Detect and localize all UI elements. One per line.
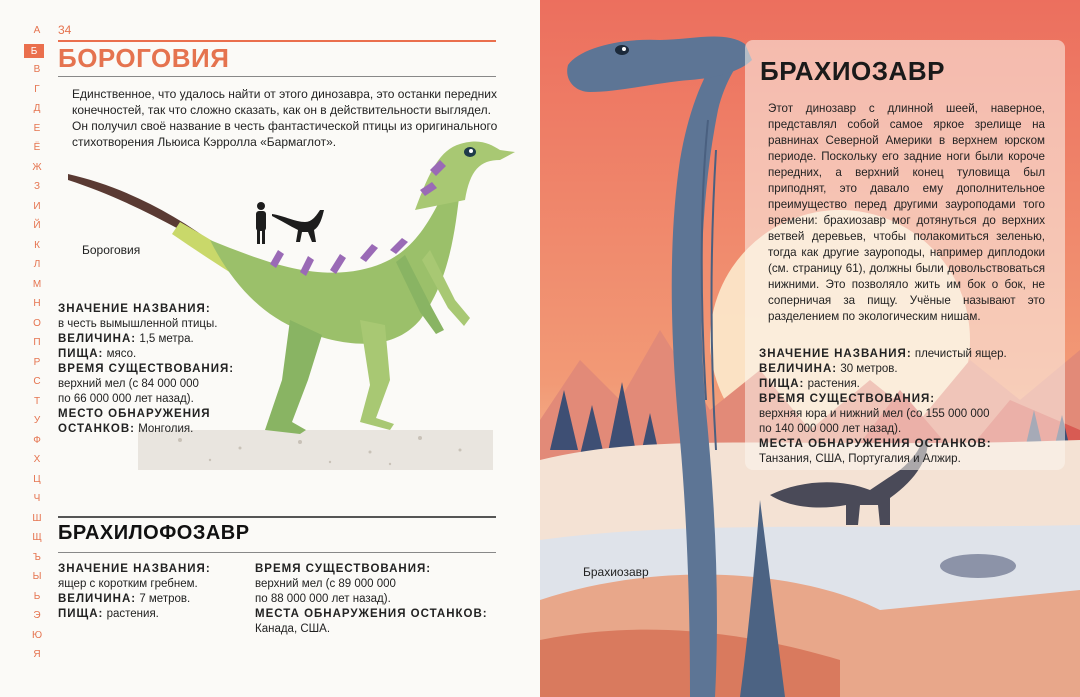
section-rule [58, 516, 496, 518]
alphabet-index [0, 0, 50, 697]
header-rule [58, 40, 496, 42]
borogovia-caption: Бороговия [82, 243, 141, 257]
alphabet-letter: Е [33, 122, 41, 134]
name-meaning-label: ЗНАЧЕНИЕ НАЗВАНИЯ: [759, 348, 912, 360]
alphabet-letter: Ё [33, 142, 41, 153]
brachiosaurus-eye [615, 45, 629, 55]
brachiosaurus-description: Этот динозавр с длинной шеей, наверное, представлял собой самое яркое зрелище на равнинах Северной Америки в верхнем юрском периоде. Поскольку его задние ноги были короче передних, а верхний конец туловища был приподнят, это давало ему дополнительное преимущество перед другими зауроподами того времени: брахиозавр мог дотянуться до верхних ветвей деревьев, чтобы полакомиться зеленью, тогда как другие зауроподы, например диплодоки (см. страницу 61), должны были довольствоваться нижними. Это позволяло жить им бок о бок, не соперничая за пищу. Учёные называют это разделением по экологическим нишам. [768, 102, 1045, 323]
page-number: 34 [58, 23, 72, 37]
alphabet-letter: Ъ [33, 551, 41, 563]
alphabet-letter: Ц [33, 473, 41, 485]
alphabet-letter: Б [30, 46, 38, 57]
alphabet-letter: Д [33, 103, 41, 114]
time-value-line1: верхняя юра и нижний мел (со 155 000 000 [759, 408, 990, 420]
food-label: ПИЩА: [58, 348, 104, 360]
food-label: ПИЩА: [58, 608, 104, 620]
food-label: ПИЩА: [759, 378, 805, 390]
alphabet-letter: Я [33, 649, 41, 660]
brachiosaurus-title: БРАХИОЗАВР [760, 56, 945, 86]
name-meaning-value: ящер с коротким гребнем. [58, 578, 198, 590]
name-meaning-label: ЗНАЧЕНИЕ НАЗВАНИЯ: [58, 303, 211, 315]
alphabet-letter: В [33, 64, 41, 75]
food-value: мясо. [106, 348, 137, 360]
time-label: ВРЕМЯ СУЩЕСТВОВАНИЯ: [255, 563, 432, 575]
alphabet-letter: П [33, 337, 41, 348]
brachiosaurus-facts [759, 347, 1059, 467]
time-value-line2: по 140 000 000 лет назад). [759, 423, 902, 435]
location-value: Канада, США. [255, 623, 331, 635]
alphabet-letter: Щ [32, 532, 42, 543]
dino-silhouette [272, 210, 324, 242]
size-value: 7 метров. [139, 593, 191, 605]
alphabet-letter: Ф [33, 434, 41, 446]
scale-silhouette [250, 200, 330, 246]
section-subrule [58, 552, 496, 553]
borogovia-title: БОРОГОВИЯ [58, 43, 230, 73]
time-label: ВРЕМЯ СУЩЕСТВОВАНИЯ: [58, 363, 235, 375]
time-value-line2: по 88 000 000 лет назад). [255, 593, 391, 605]
alphabet-letter: К [34, 239, 40, 251]
size-label: ВЕЛИЧИНА: [58, 333, 137, 345]
alphabet-letter: Л [33, 259, 41, 270]
alphabet-letter: Г [34, 83, 40, 95]
food-value: растения. [106, 608, 159, 620]
location-label: МЕСТА ОБНАРУЖЕНИЯ ОСТАНКОВ: [255, 608, 488, 620]
location-value: Монголия. [138, 423, 194, 435]
alphabet-letter: Э [33, 610, 41, 621]
human-body [256, 211, 266, 231]
human-head [257, 202, 265, 210]
time-label: ВРЕМЯ СУЩЕСТВОВАНИЯ: [759, 393, 936, 405]
alphabet-letter: Х [33, 454, 41, 465]
size-label: ВЕЛИЧИНА: [759, 363, 838, 375]
size-value: 30 метров. [840, 363, 898, 375]
alphabet-letter: Ж [32, 161, 42, 173]
alphabet-letter: У [33, 415, 41, 426]
location-value: Танзания, США, Португалия и Алжир. [759, 453, 961, 465]
rock [940, 554, 1016, 578]
alphabet-letter: Ш [32, 512, 42, 524]
alphabet-letter: Р [33, 356, 41, 368]
name-meaning-value: в честь вымышленной птицы. [58, 318, 218, 330]
location-label-line2: ОСТАНКОВ: [58, 423, 135, 435]
size-value: 1,5 метра. [139, 333, 194, 345]
brachylophosaurus-title: БРАХИЛОФОЗАВР [58, 522, 250, 544]
alphabet-letter: Н [33, 298, 41, 309]
alphabet-letter: А [33, 25, 41, 36]
alphabet-letter: И [33, 200, 41, 212]
brachylophosaurus-facts-left [58, 562, 248, 622]
alphabet-letter: М [32, 278, 42, 290]
size-label: ВЕЛИЧИНА: [58, 593, 137, 605]
time-value-line1: верхний мел (с 89 000 000 [255, 578, 396, 590]
brachylophosaurus-facts-right [255, 562, 505, 637]
food-value: растения. [807, 378, 860, 390]
time-value-line1: верхний мел (с 84 000 000 [58, 378, 199, 390]
borogovia-facts [58, 302, 298, 437]
name-meaning-value: плечистый ящер. [914, 348, 1007, 360]
name-meaning-label: ЗНАЧЕНИЕ НАЗВАНИЯ: [58, 563, 211, 575]
alphabet-letter: Ы [32, 571, 42, 582]
alphabet-letter: Ю [31, 629, 43, 641]
time-value-line2: по 66 000 000 лет назад). [58, 393, 194, 405]
alphabet-letter: Ч [33, 493, 41, 504]
alphabet-letter: О [33, 317, 41, 329]
title-divider [58, 76, 496, 77]
alphabet-letter: С [33, 376, 41, 387]
location-label: МЕСТА ОБНАРУЖЕНИЯ ОСТАНКОВ: [759, 438, 992, 450]
eye-shine [469, 149, 473, 153]
brachiosaurus-caption: Брахиозавр [583, 565, 649, 579]
alphabet-letter: Й [33, 220, 41, 231]
human-leg-left [257, 230, 260, 244]
human-leg-right [262, 230, 265, 244]
alphabet-letter: Т [33, 395, 41, 407]
alphabet-letter: Ь [33, 590, 41, 602]
borogovia-description: Единственное, что удалось найти от этого динозавра, это останки передних конечностей, так что сложно сказать, как он в действительности выглядел. Он получил своё название в честь фантастической птицы из оригинального стихотворения Льюиса Кэрролла «Бармаглот». [72, 87, 498, 149]
brachiosaurus-eye-shine [622, 47, 626, 51]
location-label-line1: МЕСТО ОБНАРУЖЕНИЯ [58, 408, 211, 420]
alphabet-letter: З [33, 181, 41, 192]
